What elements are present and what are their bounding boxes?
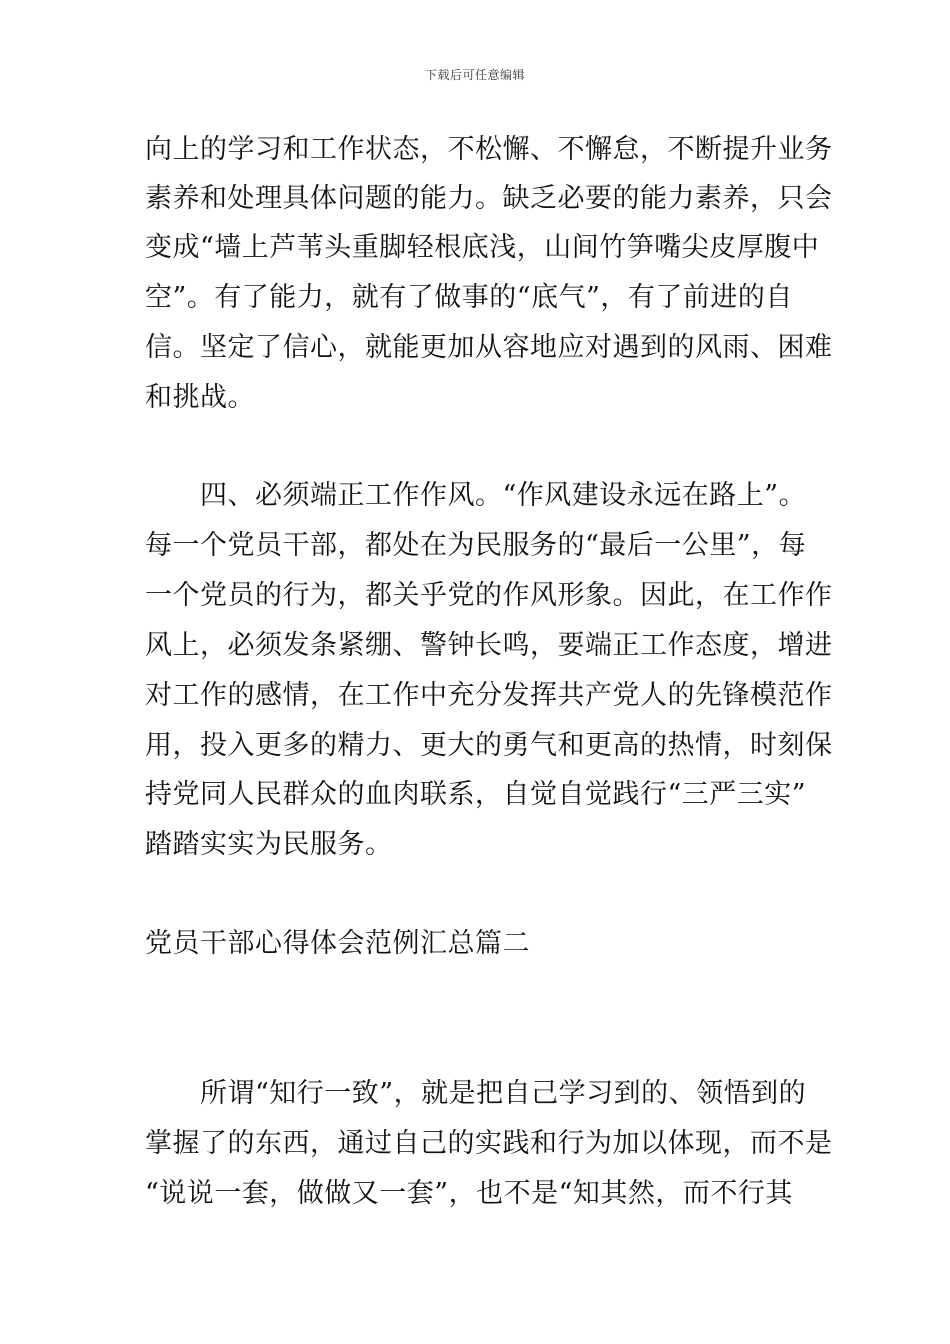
paragraph-line: 和挑战。	[145, 382, 255, 413]
paragraph-line: 掌握了的东西，通过自己的实践和行为加以体现，而不是	[145, 1128, 833, 1159]
paragraph-line: 一个党员的行为，都关乎党的作风形象。因此，在工作作	[145, 580, 833, 611]
paragraph-line: 四、必须端正工作作风。“作风建设永远在路上”。	[200, 480, 807, 511]
paragraph-line: 持党同人民群众的血肉联系，自觉自觉践行“三严三实”	[145, 779, 807, 810]
paragraph-line: “说说一套，做做又一套”，也不是“知其然，而不行其	[145, 1178, 793, 1209]
paragraph-line: 踏踏实实为民服务。	[145, 829, 393, 860]
paragraph-line: 素养和处理具体问题的能力。缺乏必要的能力素养，只会	[145, 183, 833, 214]
paragraph-line: 变成“墙上芦苇头重脚轻根底浅，山间竹笋嘴尖皮厚腹中	[145, 232, 820, 263]
paragraph-line: 空”。有了能力，就有了做事的“底气”，有了前进的自	[145, 282, 793, 313]
header-note: 下载后可任意编辑	[424, 68, 525, 82]
section-title: 党员干部心得体会范例汇总篇二	[145, 928, 530, 959]
paragraph-line: 信。坚定了信心，就能更加从容地应对遇到的风雨、困难	[145, 332, 833, 363]
paragraph-line: 用，投入更多的精力、更大的勇气和更高的热情，时刻保	[145, 730, 833, 761]
paragraph-line: 所谓“知行一致”，就是把自己学习到的、领悟到的	[200, 1078, 807, 1109]
paragraph-line: 每一个党员干部，都处在为民服务的“最后一公里”，每	[145, 530, 807, 561]
paragraph-line: 向上的学习和工作状态，不松懈、不懈怠，不断提升业务	[145, 134, 833, 165]
paragraph-line: 对工作的感情，在工作中充分发挥共产党人的先锋模范作	[145, 680, 833, 711]
paragraph-line: 风上，必须发条紧绷、警钟长鸣，要端正工作态度，增进	[145, 630, 833, 661]
